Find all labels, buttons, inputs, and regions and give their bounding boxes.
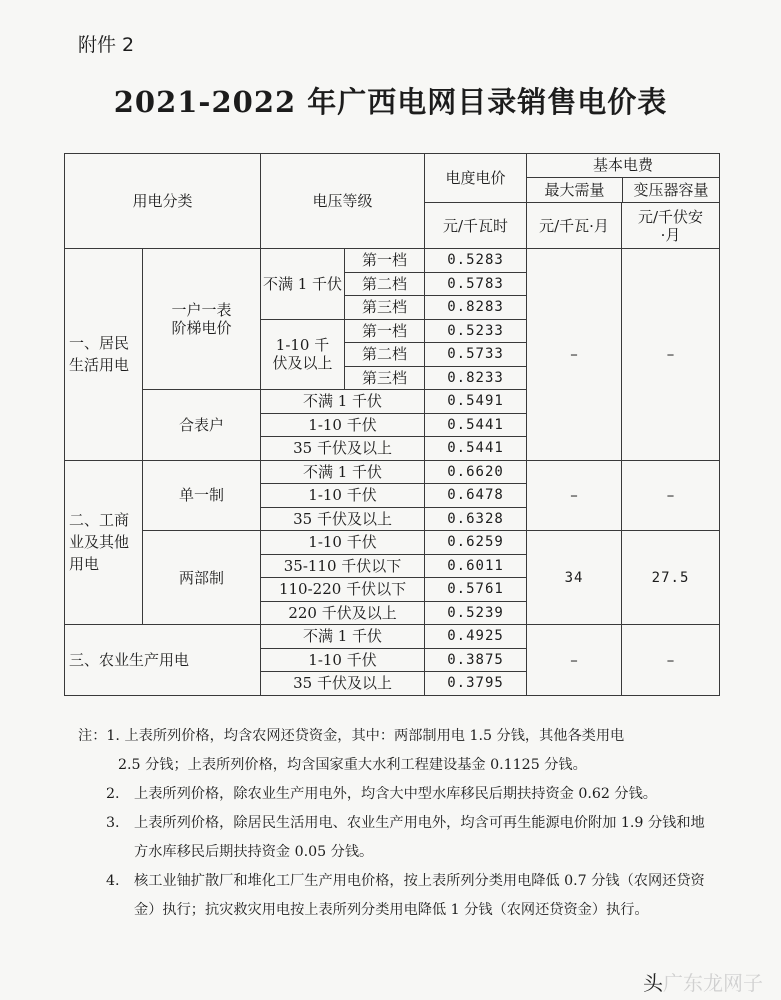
price-cell: 0.6011 bbox=[425, 554, 527, 578]
price-cell: 0.8283 bbox=[425, 296, 527, 320]
note-label: 4. bbox=[106, 873, 120, 889]
table-row bbox=[65, 249, 720, 273]
voltage-cell: 35 千伏及以上 bbox=[261, 437, 425, 461]
price-cell: 0.4925 bbox=[425, 625, 527, 649]
transformer-unit: 元/千伏安·月 bbox=[622, 203, 720, 249]
note-2 bbox=[78, 780, 718, 809]
note-text: 上表所列价格，除农业生产用电外，均含大中型水库移民后期扶持资金 0.62 分钱。 bbox=[134, 786, 657, 802]
tier-2: 第二档 bbox=[345, 272, 425, 296]
price-cell: 0.5239 bbox=[425, 601, 527, 625]
notes-prefix: 注： bbox=[78, 728, 107, 744]
single-max-demand: – bbox=[527, 460, 622, 531]
note-label: 1. bbox=[106, 728, 120, 744]
price-cell: 0.5733 bbox=[425, 343, 527, 367]
price-cell: 0.5283 bbox=[425, 249, 527, 273]
voltage-cell: 不满 1 千伏 bbox=[261, 390, 425, 414]
header-energy-price: 电度电价 bbox=[425, 154, 527, 203]
voltage-cell: 35-110 千伏以下 bbox=[261, 554, 425, 578]
voltage-cell: 1-10 千伏 bbox=[261, 484, 425, 508]
two-part-max-demand: 34 bbox=[527, 531, 622, 625]
note-text: 上表所列价格，除居民生活用电、农业生产用电外，均含可再生能源电价附加 1.9 分钱和地方水库移民后期扶持资金 0.05 分钱。 bbox=[134, 815, 705, 860]
watermark-text: 广东龙网子 bbox=[663, 971, 763, 995]
price-cell: 0.6620 bbox=[425, 460, 527, 484]
price-cell: 0.5441 bbox=[425, 437, 527, 461]
max-demand-label: 最大需量 bbox=[527, 178, 623, 202]
voltage-cell: 110-220 千伏以下 bbox=[261, 578, 425, 602]
note-text: 上表所列价格，均含农网还贷资金，其中：两部制用电 1.5 分钱，其他各类用电 bbox=[124, 728, 625, 744]
transformer-label: 变压器容量 bbox=[633, 181, 709, 199]
watermark-head: 头 bbox=[643, 971, 663, 995]
single-transformer: – bbox=[622, 460, 720, 531]
agriculture-transformer: – bbox=[622, 625, 720, 696]
price-cell: 0.6478 bbox=[425, 484, 527, 508]
price-cell: 0.5761 bbox=[425, 578, 527, 602]
table-row bbox=[65, 460, 720, 484]
table-row bbox=[65, 625, 720, 649]
price-cell: 0.5491 bbox=[425, 390, 527, 414]
price-cell: 0.5783 bbox=[425, 272, 527, 296]
voltage-under-1kv: 不满 1 千伏 bbox=[261, 249, 345, 320]
voltage-cell: 1-10 千伏 bbox=[261, 531, 425, 555]
tier-2: 第二档 bbox=[345, 343, 425, 367]
header-row bbox=[65, 154, 720, 203]
note-3 bbox=[78, 809, 718, 867]
note-text: 核工业铀扩散厂和堆化工厂生产用电价格，按上表所列分类用电降低 0.7 分钱（农网还贷资金）执行；抗灾救灾用电按上表所列分类用电降低 1 分钱（农网还贷资金）执行。 bbox=[134, 873, 705, 918]
tier-3: 第三档 bbox=[345, 366, 425, 390]
agriculture-max-demand: – bbox=[527, 625, 622, 696]
voltage-cell: 1-10 千伏 bbox=[261, 648, 425, 672]
energy-unit: 元/千瓦时 bbox=[425, 203, 527, 249]
price-cell: 0.5441 bbox=[425, 413, 527, 437]
basic-fee-label: 基本电费 bbox=[527, 154, 719, 178]
voltage-cell: 不满 1 千伏 bbox=[261, 625, 425, 649]
voltage-cell: 220 千伏及以上 bbox=[261, 601, 425, 625]
document-title: 2021-2022 年广西电网目录销售电价表 bbox=[113, 85, 668, 119]
note-4 bbox=[78, 867, 718, 925]
header-category: 用电分类 bbox=[65, 154, 261, 249]
table-row bbox=[65, 531, 720, 555]
voltage-cell: 35 千伏及以上 bbox=[261, 507, 425, 531]
voltage-cell: 不满 1 千伏 bbox=[261, 460, 425, 484]
agriculture-category: 三、农业生产用电 bbox=[65, 625, 261, 696]
residential-category: 一、居民生活用电 bbox=[65, 249, 143, 461]
tier-3: 第三档 bbox=[345, 296, 425, 320]
note-label: 2. bbox=[106, 786, 120, 802]
voltage-cell: 35 千伏及以上 bbox=[261, 672, 425, 696]
price-cell: 0.6328 bbox=[425, 507, 527, 531]
note-1 bbox=[78, 722, 718, 780]
single-rate-label: 单一制 bbox=[143, 460, 261, 531]
price-cell: 0.8233 bbox=[425, 366, 527, 390]
voltage-cell: 1-10 千伏 bbox=[261, 413, 425, 437]
voltage-1-10kv: 1-10 千伏及以上 bbox=[261, 319, 345, 390]
note-text-continued: 2.5 分钱；上表所列价格，均含国家重大水利工程建设基金 0.1125 分钱。 bbox=[118, 757, 587, 773]
watermark bbox=[643, 967, 763, 996]
max-demand-unit: 元/千瓦·月 bbox=[527, 203, 622, 249]
price-table bbox=[64, 153, 720, 696]
residential-max-demand: – bbox=[527, 249, 622, 461]
price-cell: 0.3875 bbox=[425, 648, 527, 672]
header-basic-fee bbox=[527, 154, 720, 203]
two-part-transformer: 27.5 bbox=[622, 531, 720, 625]
residential-transformer: – bbox=[622, 249, 720, 461]
price-cell: 0.5233 bbox=[425, 319, 527, 343]
shared-meter-label: 合表户 bbox=[143, 390, 261, 461]
two-part-label: 两部制 bbox=[143, 531, 261, 625]
tiered-pricing-label: 一户一表阶梯电价 bbox=[143, 249, 261, 390]
notes-section bbox=[78, 722, 718, 925]
header-voltage: 电压等级 bbox=[261, 154, 425, 249]
tier-1: 第一档 bbox=[345, 249, 425, 273]
attachment-label: 附件 2 bbox=[78, 34, 135, 56]
price-cell: 0.6259 bbox=[425, 531, 527, 555]
price-cell: 0.3795 bbox=[425, 672, 527, 696]
note-label: 3. bbox=[106, 815, 120, 831]
tier-1: 第一档 bbox=[345, 319, 425, 343]
commercial-category: 二、工商业及其他用电 bbox=[65, 460, 143, 625]
